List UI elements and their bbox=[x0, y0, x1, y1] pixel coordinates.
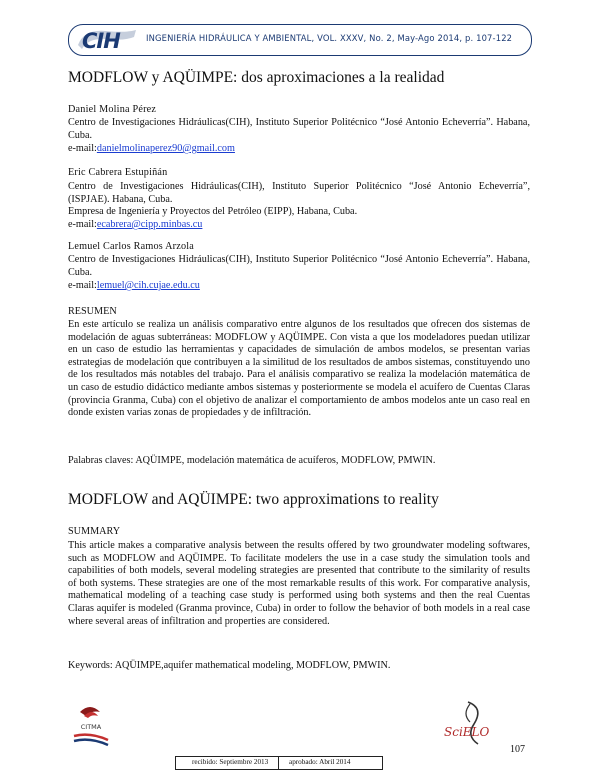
author-email-link[interactable]: ecabrera@cipp.minbas.cu bbox=[96, 219, 203, 230]
summary-heading: SUMMARY bbox=[68, 526, 121, 537]
email-label: e-mail: bbox=[68, 219, 97, 230]
page-number: 107 bbox=[510, 744, 525, 755]
citma-logo bbox=[70, 702, 112, 750]
resumen-heading: RESUMEN bbox=[68, 306, 117, 317]
author-email-line bbox=[68, 219, 202, 232]
email-label: e-mail: bbox=[68, 143, 97, 154]
journal-citation: INGENIERÍA HIDRÁULICA Y AMBIENTAL, VOL. XXXV, No. 2, May-Ago 2014, p. 107-122 bbox=[146, 33, 513, 43]
author-affiliation: Empresa de Ingeniería y Proyectos del Petróleo (EIPP), Habana, Cuba. bbox=[68, 206, 358, 217]
title-spanish: MODFLOW y AQÜIMPE: dos aproximaciones a la realidad bbox=[68, 69, 445, 86]
citma-label: CITMA bbox=[80, 723, 102, 731]
author-name: Eric Cabrera Estupiñán bbox=[68, 167, 168, 178]
title-english: MODFLOW and AQÜIMPE: two approximations to reality bbox=[68, 491, 439, 508]
dates-divider bbox=[278, 756, 279, 770]
summary-body: This article makes a comparative analysis between the results offered by two groundwater modeling softwares, such as MODFLOW and AQÜIMPE. To facilitate modelers the use in a case study the simulation tools and capabilities of both models, several modeling strategies are presented that contribute to the similarity of results of both systems. These strategies are one of the most remarkable results of this work. For comparative analysis, mathematical modeling of a teaching case study is performed using both systems and then the real Cuentas Claras aquifer is modeled (Granma province, Cuba) in order to follow the behavior of both models in a real case where several areas of infiltration and properties are considered. bbox=[68, 540, 530, 627]
resumen-body: En este artículo se realiza un análisis comparativo entre algunos de los resultados que ofrecen dos sistemas de modelación de aguas subterráneas: MODFLOW y AQÜIMPE. Con vista a que los modeladores puedan utilizar en un caso de estudio las herramientas y capacidades de simulación de ambos modelos, se presentan varias estrategias de modelación que contribuyen a la similitud de los resultados de ambos sistemas, constituyendo uno de los resultados más notables del trabajo. Para el análisis comparativo se realiza la modelación matemática de un caso de estudio didáctico mediante ambos sistemas y posteriormente se modela el acuífero de Cuentas Claras (provincia Granma, Cuba) con el objetivo de analizar el comportamiento de ambos modelos ante un caso real en donde existen varias zonas de propiedades y de infiltración. bbox=[68, 319, 530, 419]
author-name: Daniel Molina Pérez bbox=[68, 104, 157, 115]
author-email-line bbox=[68, 280, 200, 293]
scielo-label: SciELO bbox=[444, 725, 490, 739]
email-label: e-mail: bbox=[68, 280, 97, 291]
author-affiliation: Centro de Investigaciones Hidráulicas(CIH), Instituto Superior Politécnico “José Antonio Echeverría”. Habana, Cuba. bbox=[68, 117, 530, 141]
resumen-keywords: Palabras claves: AQÜIMPE, modelación matemática de acuíferos, MODFLOW, PMWIN. bbox=[68, 455, 436, 466]
author-affiliation: Centro de Investigaciones Hidráulicas(CIH), Instituto Superior Politécnico “José Antonio Echeverría”, (ISPJAE). Habana, Cuba. bbox=[68, 181, 530, 205]
scielo-logo bbox=[440, 698, 496, 752]
cih-logo bbox=[76, 27, 138, 53]
received-date: recibido: Septiembre 2013 bbox=[192, 758, 269, 766]
author-email-link[interactable]: danielmolinaperez90@gmail.com bbox=[96, 143, 235, 154]
summary-keywords: Keywords: AQÜIMPE,aquifer mathematical modeling, MODFLOW, PMWIN. bbox=[68, 660, 391, 671]
author-affiliation: Centro de Investigaciones Hidráulicas(CIH), Instituto Superior Politécnico “José Antonio Echeverría”. Habana, Cuba. bbox=[68, 254, 530, 278]
author-email-line bbox=[68, 143, 235, 156]
author-email-link[interactable]: lemuel@cih.cujae.edu.cu bbox=[96, 280, 200, 291]
approved-date: aprobado: Abril 2014 bbox=[289, 758, 351, 766]
author-name: Lemuel Carlos Ramos Arzola bbox=[68, 241, 195, 252]
cih-logo-text: CIH bbox=[82, 29, 120, 53]
